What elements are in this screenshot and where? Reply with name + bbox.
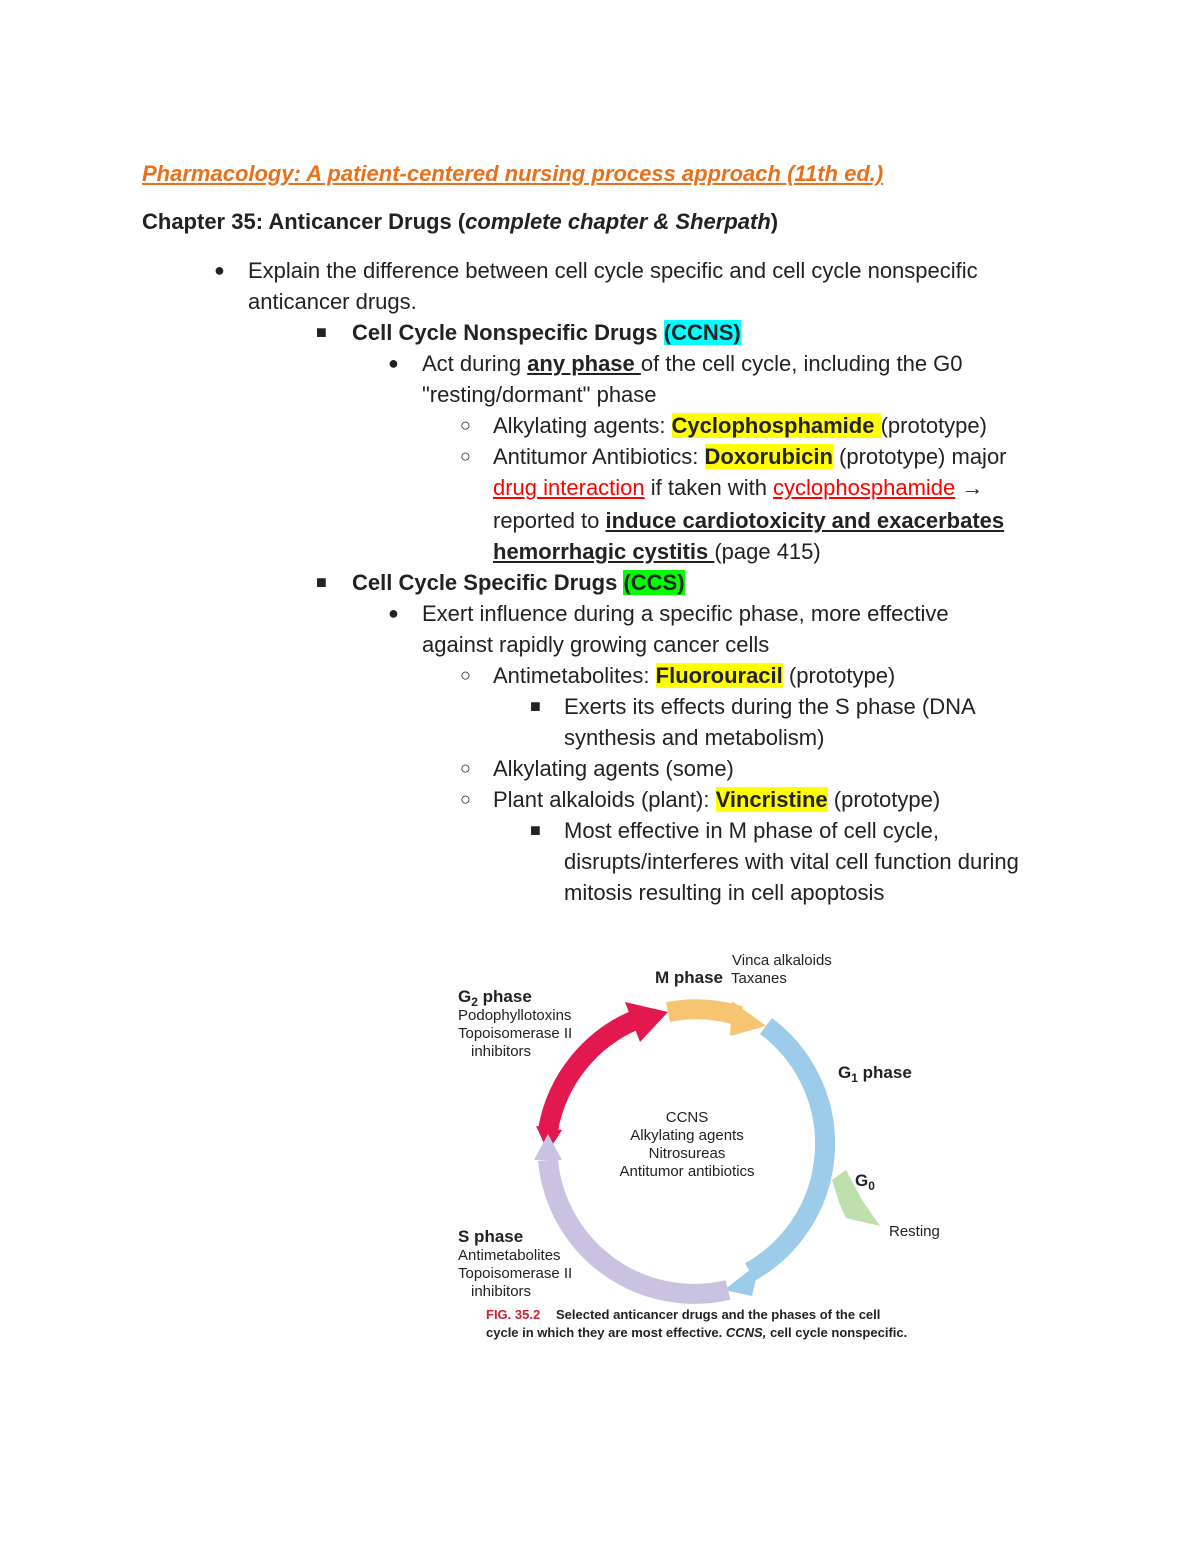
square-bullet-icon: ■ <box>530 820 541 840</box>
m-drugs-2: Taxanes <box>731 970 787 987</box>
antitumor-line-2 <box>493 472 983 503</box>
ccns-act-line-2: "resting/dormant" phase <box>422 382 657 407</box>
g0-letter: G <box>855 1171 869 1190</box>
g2-subscript: 2 <box>471 995 478 1009</box>
m-arrowhead <box>730 1001 766 1036</box>
objective-line-2: anticancer drugs. <box>248 289 417 314</box>
antimet-drug: Fluorouracil <box>655 663 783 688</box>
ccns-act-line-1 <box>422 348 963 379</box>
g1-phase-arc <box>750 1026 825 1272</box>
anti-l3-a: reported to <box>493 508 606 533</box>
alk-drug: Cyclophosphamide <box>671 413 881 438</box>
anti-l4-b: (page 415) <box>714 539 821 564</box>
bullet-dot-icon: ● <box>388 353 399 373</box>
anti-label: Antitumor Antibiotics: <box>493 444 705 469</box>
s-arrowhead <box>534 1134 562 1160</box>
g0-label <box>855 1171 875 1193</box>
g2-letter: G <box>458 987 472 1006</box>
center-line-4: Antitumor antibiotics <box>619 1163 755 1180</box>
circle-bullet-icon: ○ <box>460 758 471 778</box>
antitumor-line-3 <box>493 505 1004 536</box>
g0-subscript: 0 <box>868 1179 875 1193</box>
g2-drugs-3: inhibitors <box>471 1043 532 1060</box>
antimet-label: Antimetabolites: <box>493 663 656 688</box>
g1-arrowhead <box>724 1262 760 1296</box>
circle-bullet-icon: ○ <box>460 446 471 466</box>
objective-line-1: Explain the difference between cell cycle specific and cell cycle nonspecific <box>248 258 978 283</box>
plant-alkaloids-line <box>493 784 940 815</box>
plant-sub-line-2: disrupts/interferes with vital cell function during <box>564 849 1019 874</box>
antimetabolites-line <box>493 660 895 691</box>
g2-rest: phase <box>477 987 532 1006</box>
caption-2c: cell cycle nonspecific. <box>766 1325 908 1340</box>
chapter-title: Chapter 35: Anticancer Drugs <box>142 209 458 234</box>
g2-phase-label <box>458 987 532 1009</box>
cyclophosphamide-text: cyclophosphamide <box>773 475 956 500</box>
circle-bullet-icon: ○ <box>460 665 471 685</box>
s-phase-label: S phase <box>458 1227 524 1246</box>
alkylating-some-line: Alkylating agents (some) <box>493 756 734 781</box>
ccs-exert-line-2: against rapidly growing cancer cells <box>422 632 770 657</box>
s-drugs-3: inhibitors <box>471 1283 532 1300</box>
plant-drug: Vincristine <box>715 787 828 812</box>
caption-2b: CCNS, <box>725 1325 767 1340</box>
resting-label: Resting <box>889 1223 940 1240</box>
chapter-paren-open: ( <box>457 209 466 234</box>
anti-proto: (prototype) major <box>832 444 1007 469</box>
ccs-exert-line-1: Exert influence during a specific phase, more effective <box>422 601 949 626</box>
g2-drugs-1: Podophyllotoxins <box>458 1007 572 1024</box>
m-drugs-1: Vinca alkaloids <box>732 952 832 969</box>
g2-drugs-2: Topoisomerase II <box>458 1025 573 1042</box>
alkylating-agents-line <box>493 410 987 441</box>
square-bullet-icon: ■ <box>316 322 327 342</box>
caption-line-1: Selected anticancer drugs and the phases of the cell <box>556 1307 881 1322</box>
g1-phase-label <box>838 1063 912 1085</box>
caption-fig-number: FIG. 35.2 <box>486 1307 541 1322</box>
cell-cycle-figure <box>420 940 960 1350</box>
ccs-heading <box>352 567 685 598</box>
alk-proto: (prototype) <box>880 413 987 438</box>
plant-sub-line-1: Most effective in M phase of cell cycle, <box>564 818 939 843</box>
antitumor-line-4 <box>493 536 821 567</box>
m-phase-label: M phase <box>655 968 724 987</box>
square-bullet-icon: ■ <box>530 696 541 716</box>
ccs-abbr: (CCS) <box>623 570 685 595</box>
chapter-paren-close: ) <box>770 209 779 234</box>
antitumor-line-1 <box>493 441 1007 472</box>
g1-rest: phase <box>857 1063 912 1082</box>
bullet-dot-icon: ● <box>388 603 399 623</box>
anti-l2-b: if taken with <box>644 475 774 500</box>
ccns-act-any-phase: any phase <box>527 351 641 376</box>
ccns-act-a: Act during <box>422 351 528 376</box>
chapter-heading <box>142 206 778 237</box>
anti-l4-a: hemorrhagic cystitis <box>493 539 715 564</box>
anti-drug: Doxorubicin <box>704 444 833 469</box>
circle-bullet-icon: ○ <box>460 789 471 809</box>
anti-l2-arrow: → <box>955 475 984 500</box>
s-drugs-1: Antimetabolites <box>458 1247 561 1264</box>
g1-letter: G <box>838 1063 852 1082</box>
m-phase-arc <box>668 1009 740 1016</box>
ccns-heading <box>352 317 741 348</box>
source-title: Pharmacology: A patient-centered nursing process approach (11th ed.) <box>142 161 884 186</box>
caption-line-2 <box>486 1325 907 1340</box>
alk-label: Alkylating agents: <box>493 413 672 438</box>
ccns-heading-text: Cell Cycle Nonspecific Drugs <box>352 320 664 345</box>
s-phase-arc <box>548 1160 728 1294</box>
circle-bullet-icon: ○ <box>460 415 471 435</box>
antimet-proto: (prototype) <box>782 663 896 688</box>
s-drugs-2: Topoisomerase II <box>458 1265 573 1282</box>
g1-subscript: 1 <box>851 1071 858 1085</box>
antimet-sub-line-2: synthesis and metabolism) <box>564 725 825 750</box>
center-line-3: Nitrosureas <box>648 1145 726 1162</box>
caption-2a: cycle in which they are most effective. <box>486 1325 726 1340</box>
chapter-scope: complete chapter & Sherpath <box>465 209 771 234</box>
square-bullet-icon: ■ <box>316 572 327 592</box>
plant-proto: (prototype) <box>827 787 941 812</box>
anti-l3-b: induce cardiotoxicity and exacerbates <box>605 508 1005 533</box>
drug-interaction-text: drug interaction <box>493 475 645 500</box>
plant-label: Plant alkaloids (plant): <box>493 787 716 812</box>
antimet-sub-line-1: Exerts its effects during the S phase (DNA <box>564 694 976 719</box>
center-line-2: Alkylating agents <box>630 1127 744 1144</box>
ccs-heading-text: Cell Cycle Specific Drugs <box>352 570 624 595</box>
ccns-act-c: of the cell cycle, including the G0 <box>640 351 963 376</box>
ccns-abbr: (CCNS) <box>663 320 741 345</box>
plant-sub-line-3: mitosis resulting in cell apoptosis <box>564 880 885 905</box>
center-line-1: CCNS <box>665 1109 709 1126</box>
bullet-dot-icon: ● <box>214 260 225 280</box>
